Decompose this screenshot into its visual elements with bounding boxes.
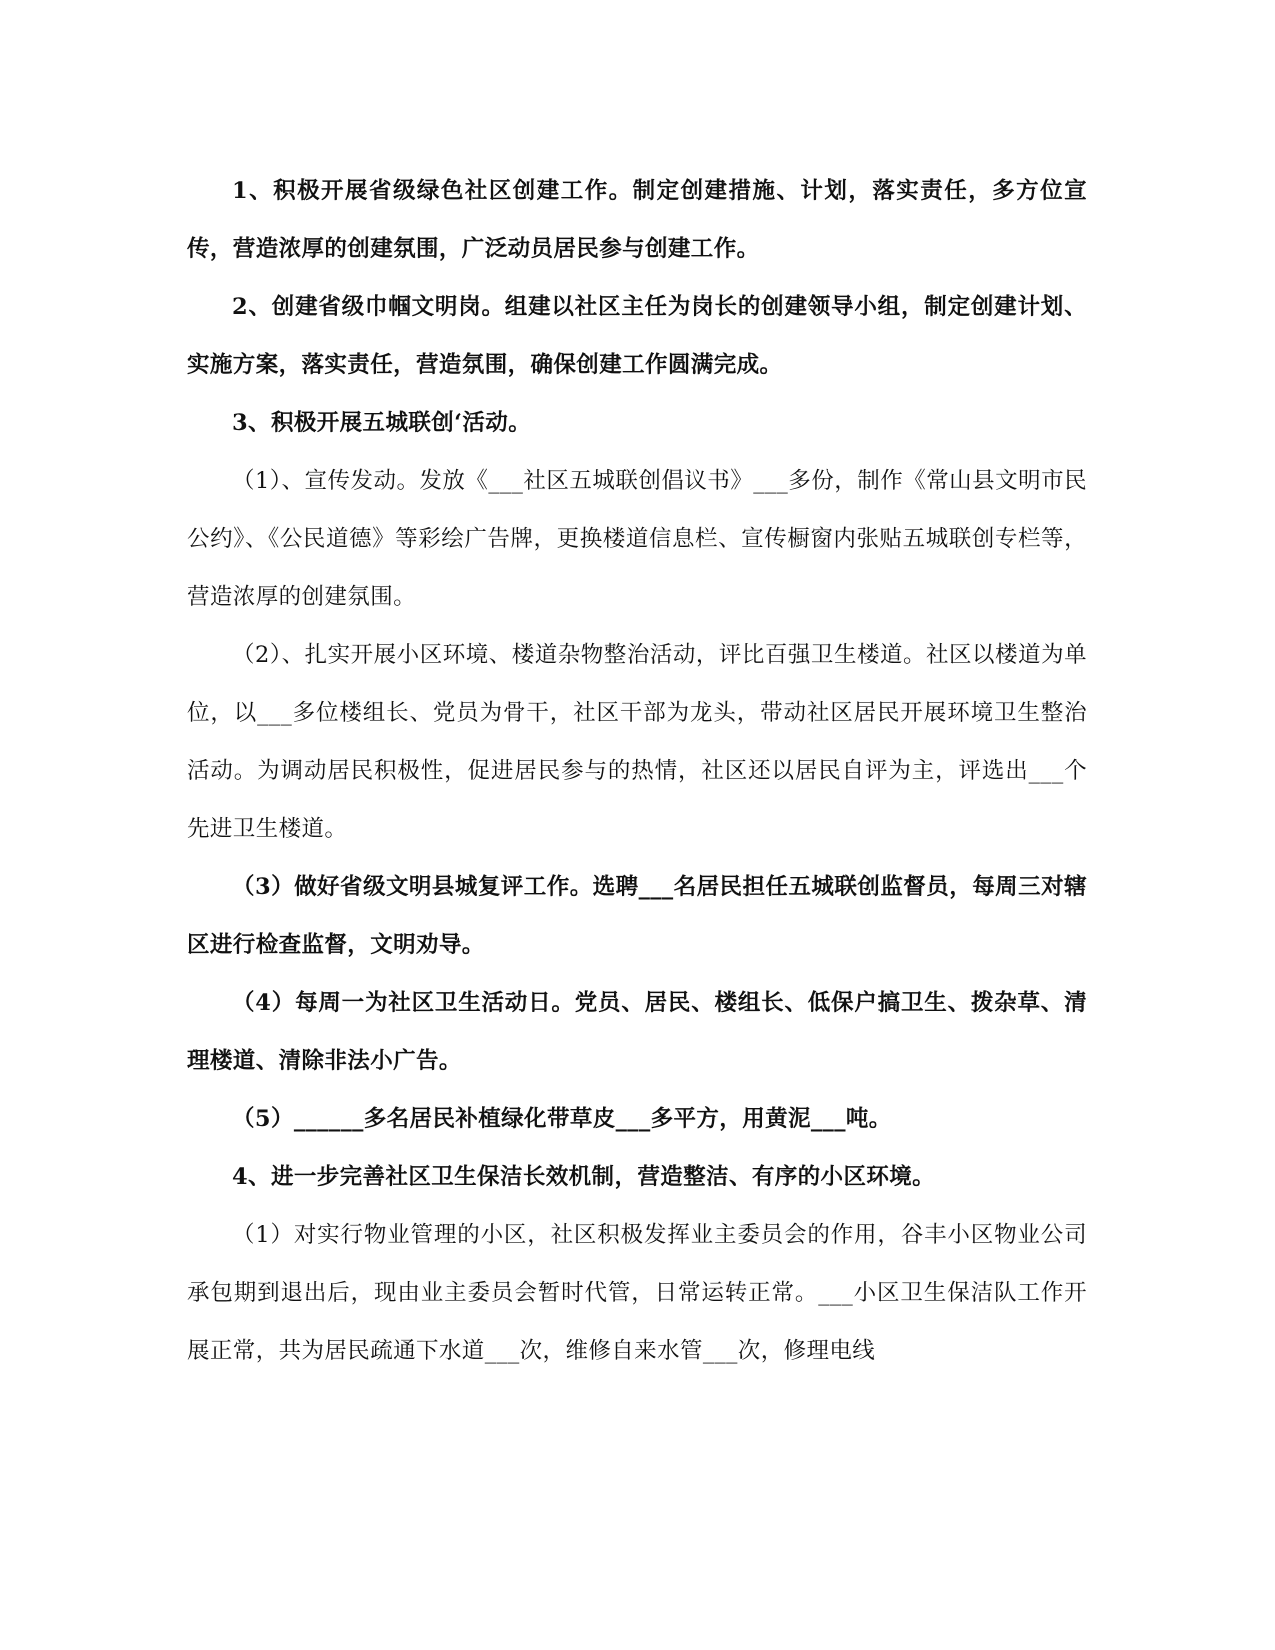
paragraph-3-4: （4）每周一为社区卫生活动日。党员、居民、楼组长、低保户搞卫生、拨杂草、清理楼道、清除非法小广告。 (187, 990, 1087, 1074)
paragraph-1: 1、积极开展省级绿色社区创建工作。制定创建措施、计划，落实责任，多方位宣传，营造浓厚的创建氛围，广泛动员居民参与创建工作。 (187, 178, 1087, 262)
paragraph-4: 4、进一步完善社区卫生保洁长效机制，营造整洁、有序的小区环境。 (232, 1164, 936, 1190)
paragraph-4-1: （1）对实行物业管理的小区，社区积极发挥业主委员会的作用，谷丰小区物业公司承包期到退出后，现由业主委员会暂时代管，日常运转正常。___小区卫生保洁队工作开展正常，共为居民疏通下水道___次，维修自来水管___次，修理电线 (187, 1222, 1087, 1364)
document-body (187, 162, 1087, 1380)
paragraph-3-3: （3）做好省级文明县城复评工作。选聘___名居民担任五城联创监督员，每周三对辖区进行检查监督，文明劝导。 (187, 874, 1087, 958)
paragraph-3-2: （2）、扎实开展小区环境、楼道杂物整治活动，评比百强卫生楼道。社区以楼道为单位，以___多位楼组长、党员为骨干，社区干部为龙头，带动社区居民开展环境卫生整治活动。为调动居民积极性，促进居民参与的热情，社区还以居民自评为主，评选出___个先进卫生楼道。 (187, 642, 1087, 842)
paragraph-3-5: （5）______多名居民补植绿化带草皮___多平方，用黄泥___吨。 (232, 1106, 892, 1132)
paragraph-3-1: （1）、宣传发动。发放《___社区五城联创倡议书》___多份，制作《常山县文明市民公约》、《公民道德》等彩绘广告牌，更换楼道信息栏、宣传橱窗内张贴五城联创专栏等，营造浓厚的创建氛围。 (187, 468, 1087, 610)
paragraph-3: 3、积极开展五城联创‘活动。 (232, 410, 532, 436)
paragraph-2: 2、创建省级巾帼文明岗。组建以社区主任为岗长的创建领导小组，制定创建计划、实施方案，落实责任，营造氛围，确保创建工作圆满完成。 (187, 294, 1087, 378)
